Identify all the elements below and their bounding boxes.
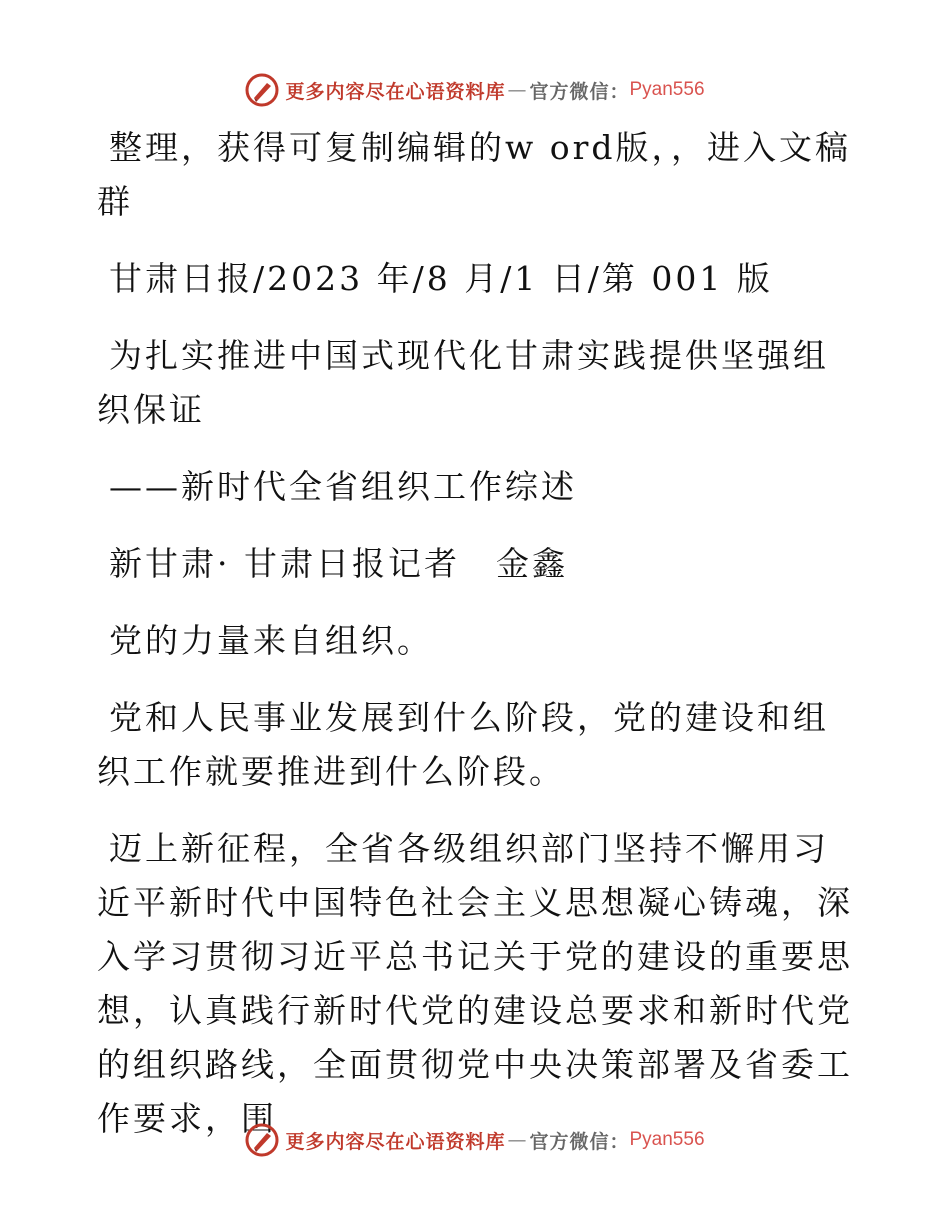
body-paragraph: 迈上新征程，全省各级组织部门坚持不懈用习近平新时代中国特色社会主义思想凝心铸魂，深入学习贯彻习近平总书记关于党的建设的重要思想，认真践行新时代党的建设总要求和新时代党的组织路线，全面贯彻党中央决策部署及省委工作要求，围 bbox=[97, 829, 853, 1138]
banner-slogan: 更多内容尽在心语资料库 bbox=[285, 1130, 506, 1153]
intro-note: 整理，获得可复制编辑的w ord版，，进入文稿群 bbox=[97, 128, 852, 221]
byline: 新甘肃· 甘肃日报记者 金鑫 bbox=[109, 544, 568, 583]
article-title: 为扎实推进中国式现代化甘肃实践提供坚强组织保证 bbox=[97, 336, 829, 429]
banner-wechat-label: 官方微信： bbox=[529, 80, 630, 103]
pen-logo-icon bbox=[245, 73, 279, 107]
banner-slogan: 更多内容尽在心语资料库 bbox=[285, 80, 506, 103]
body-paragraph: 党的力量来自组织。 bbox=[109, 621, 433, 660]
banner-wechat-id: Pyan556 bbox=[629, 79, 705, 100]
banner-separator: — bbox=[507, 1129, 528, 1151]
pen-logo-icon bbox=[245, 1123, 279, 1157]
banner-separator: — bbox=[507, 79, 528, 101]
document-body bbox=[97, 121, 853, 1169]
banner-wechat-id: Pyan556 bbox=[629, 1129, 705, 1150]
body-paragraph: 党和人民事业发展到什么阶段，党的建设和组织工作就要推进到什么阶段。 bbox=[97, 698, 829, 791]
publication-info: 甘肃日报/2023 年/8 月/1 日/第 001 版 bbox=[109, 259, 773, 298]
header-watermark-banner bbox=[0, 70, 950, 110]
banner-wechat-label: 官方微信： bbox=[529, 1130, 630, 1153]
footer-watermark-banner bbox=[0, 1120, 950, 1160]
article-subtitle: ——新时代全省组织工作综述 bbox=[109, 467, 577, 506]
